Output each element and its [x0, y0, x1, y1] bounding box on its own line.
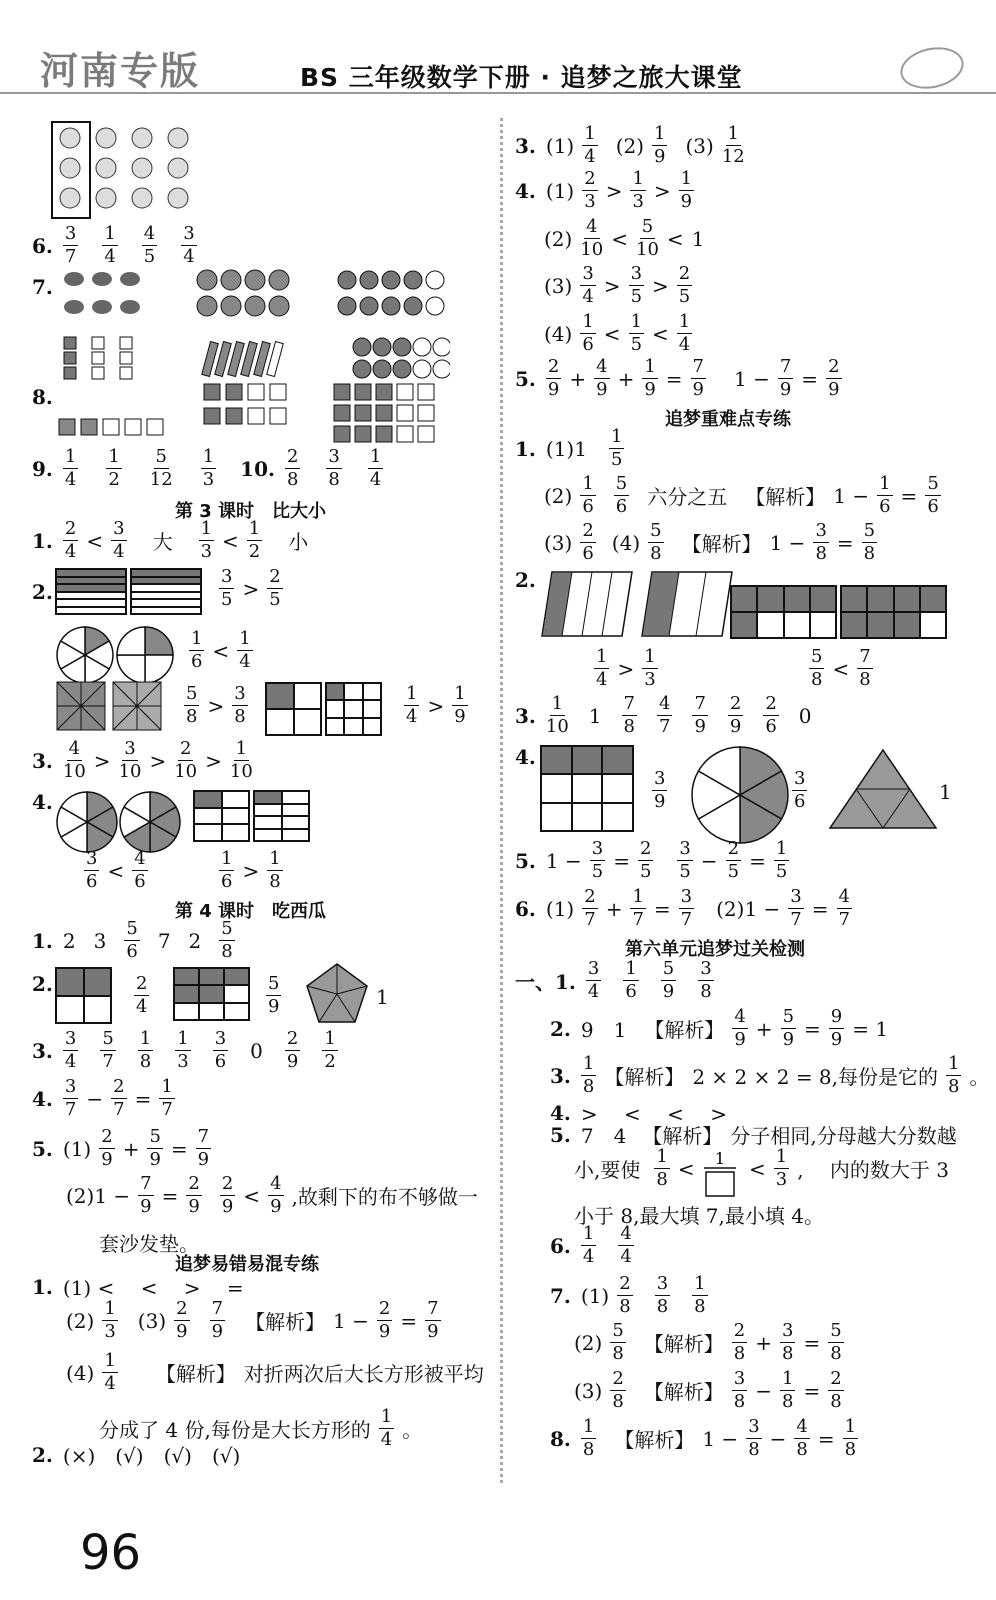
mix-practice-title: 追梦易错易混专练 — [175, 1254, 319, 1275]
r-k5-row: 5. 1 − $\frac{3}{5}$ = $\frac{2}{5}$ 3 5 − $\frac{2}{5}$ = $\frac{1}{5}$ — [515, 838, 788, 882]
fraction: 2 9 — [547, 356, 560, 400]
fraction: 1 2 — [108, 446, 120, 490]
fraction: 4 9 — [270, 1173, 282, 1217]
r-k4-label: 4. — [515, 745, 536, 769]
fraction: 3 5 — [630, 263, 643, 307]
fraction: 1 8 — [139, 1028, 152, 1072]
fraction: $\frac{1}{7}$ — [161, 1076, 173, 1120]
fraction: 3 8 — [656, 1273, 669, 1317]
fraction: $\frac{5}{9}$ — [149, 1126, 161, 1170]
r-u5-row2b: < 1 3 , 内的数大于 3 — [749, 1146, 950, 1190]
m1c-row: (4) 1 4 【解析】 对折两次后大长方形被平均 — [66, 1350, 484, 1394]
fraction: 3 5 — [221, 566, 233, 610]
s4q5b-row2: 套沙发垫。 — [99, 1232, 199, 1256]
pentagon-shape — [305, 962, 370, 1028]
fraction: $\frac{3}{7}$ — [680, 886, 693, 930]
page-number: 96 — [80, 1525, 142, 1581]
fraction: 1 8 — [269, 848, 281, 892]
fraction: 1 3 — [775, 1146, 788, 1190]
r-k2-c2: 5 8 < 7 8 — [811, 646, 871, 690]
fraction: 1 2 — [324, 1028, 336, 1072]
squares-2x4 — [200, 380, 300, 444]
fraction: 1 4 — [584, 123, 596, 167]
grid-3x3 — [325, 682, 382, 736]
parallelograms — [540, 570, 740, 644]
m2-row: 2. (×) (√) (√) (√) — [32, 1442, 241, 1468]
fraction: 3 8 — [234, 683, 246, 727]
fraction: 1 5 — [630, 311, 643, 355]
fraction: 1 6 — [625, 958, 637, 1002]
fraction: $\frac{3}{8}$ — [815, 520, 827, 564]
fraction: 3 4 — [64, 1028, 77, 1072]
unit-test-title: 第六单元追梦过关检测 — [625, 939, 805, 960]
s4q2-v: 1 — [376, 985, 389, 1009]
r-u5-row: 5. 7 4 【解析】 分子相同,分母越大分数越 — [550, 1122, 957, 1148]
lesson3-title: 第 3 课时 比大小 — [175, 501, 327, 522]
r-u7b-row: (2) 5 8 【解析】 2 8 + $\frac{3}{8}$ = $\frac{5}{8}$ — [574, 1320, 842, 1364]
grid-3x3-k4 — [540, 745, 634, 832]
r-q4-r3: (3) 3 4 > 3 5 > 2 5 — [544, 263, 691, 307]
fraction: 2 4 — [136, 973, 148, 1017]
fraction: $\frac{1}{8}$ — [782, 1368, 794, 1412]
r-k2-c1: 1 4 > 1 3 — [596, 646, 656, 690]
fraction: 4 9 — [734, 1006, 746, 1050]
fraction: 2 6 — [582, 520, 594, 564]
fraction: 4 4 — [620, 1223, 632, 1267]
fraction: 1 3 — [644, 646, 656, 690]
fraction: 3 6 — [794, 768, 806, 812]
fraction: $\frac{2}{8}$ — [830, 1368, 842, 1412]
fraction: 3 8 — [328, 446, 340, 490]
fraction: 5 6 — [126, 918, 138, 962]
fraction: 1 8 — [694, 1273, 706, 1317]
fraction: 7 9 — [694, 693, 706, 737]
fraction: 1 12 — [721, 123, 745, 167]
s4q1-row: 1. 2 3 5 6 7 2 5 8 — [32, 918, 233, 962]
r-k1a-row: 1. (1)1 1 5 — [515, 426, 623, 470]
fraction: 1 4 — [596, 646, 608, 690]
fraction: 2 10 — [174, 738, 198, 782]
fraction: 2 8 — [612, 1368, 624, 1412]
r-u7c-row: (3) 2 8 【解析】 3 8 − $\frac{1}{8}$ = $\frac{2}{8}$ — [574, 1368, 842, 1412]
fraction: 5 9 — [268, 973, 280, 1017]
r-k4-v: 1 — [939, 780, 952, 804]
svg-text:1: 1 — [714, 1149, 726, 1168]
r-u5-row2a: 小,要使 1 8 < — [574, 1146, 695, 1190]
fraction: 7 9 — [211, 1298, 224, 1342]
fraction: 2 9 — [729, 693, 742, 737]
fraction: 5 8 — [811, 646, 823, 690]
fraction: 1 8 — [656, 1146, 668, 1190]
fraction: $\frac{1}{8}$ — [844, 1416, 857, 1460]
fraction: 1 8 — [582, 1416, 595, 1460]
s3q2-label: 2. — [32, 580, 53, 604]
fraction: 1 4 — [678, 311, 691, 355]
fraction: 1 4 — [104, 223, 116, 267]
grid-2x2-half — [55, 967, 112, 1024]
fraction: $\frac{7}{9}$ — [140, 1173, 152, 1217]
fraction: 2 3 — [584, 168, 596, 212]
fraction: $\frac{5}{6}$ — [927, 473, 939, 517]
fraction: 1 4 — [369, 446, 382, 490]
r-k3-row: 3. 1 10 1 7 8 4 7 7 9 2 9 2 6 0 — [515, 693, 812, 737]
s3q2-c4: 1 4 > 1 9 — [406, 683, 466, 727]
r-k1c-row: (3) 2 6 (4) 5 8 【解析】 1 − $\frac{3}{8}$ = $\frac{5}{8}$ — [544, 520, 876, 564]
circle-k4 — [690, 745, 790, 849]
s4q2-f1 — [130, 975, 153, 1016]
s4q2-f2 — [262, 975, 285, 1016]
striped-rect-2 — [130, 568, 202, 615]
fraction: $\frac{4}{7}$ — [838, 886, 850, 930]
fraction: 2 5 — [269, 566, 281, 610]
fraction: 5 8 — [612, 1320, 624, 1364]
fraction: $\frac{5}{8}$ — [863, 520, 876, 564]
fraction: 1 4 — [582, 1223, 595, 1267]
fraction: 1 6 — [221, 848, 233, 892]
fraction: $\frac{1}{5}$ — [775, 838, 788, 882]
fraction: 1 3 — [177, 1028, 189, 1072]
fraction: $\frac{3}{8}$ — [782, 1320, 794, 1364]
header-rule — [0, 92, 996, 94]
q9-q10-row: 9. 1 4 1 2 5 12 1 3 10. 2 8 3 8 1 4 — [32, 446, 382, 490]
r-k4-a — [648, 770, 671, 811]
fraction: 2 9 — [101, 1126, 113, 1170]
apple-pictures — [335, 268, 455, 322]
fraction: 1 4 — [406, 683, 418, 727]
fraction: 1 4 — [380, 1406, 393, 1450]
fraction: 1 3 — [104, 1298, 116, 1342]
fraction: 4 5 — [143, 223, 156, 267]
fraction: 5 12 — [149, 446, 173, 490]
fraction: 3 4 — [582, 263, 594, 307]
s3q2-c1: 3 5 > 2 5 — [221, 566, 281, 610]
star-squares — [55, 680, 165, 739]
fraction: $\frac{7}{9}$ — [692, 356, 704, 400]
fraction: 2 9 — [286, 1028, 299, 1072]
s3q1-row: 1. 2 4 < 3 4 大 1 3 < 1 2 小 — [32, 518, 309, 562]
fraction: 7 8 — [623, 693, 635, 737]
key-practice-title: 追梦重难点专练 — [665, 409, 791, 430]
r-k2-label: 2. — [515, 568, 536, 592]
fraction: $\frac{1}{9}$ — [644, 356, 656, 400]
book-title: BS 三年级数学下册 · 追梦之旅大课堂 — [300, 63, 743, 92]
triangle-shape — [828, 748, 938, 834]
fraction: 2 9 — [221, 1173, 234, 1217]
fraction: 3 4 — [587, 958, 600, 1002]
fraction: 5 8 — [186, 683, 198, 727]
fraction: $\frac{3}{5}$ — [591, 838, 604, 882]
grid-2x4 — [253, 790, 310, 842]
fraction: 1 10 — [545, 693, 569, 737]
fraction: 2 4 — [64, 518, 77, 562]
grid-3x3-five — [173, 967, 250, 1021]
fraction: $\frac{7}{9}$ — [197, 1126, 210, 1170]
fraction: 1 4 — [64, 446, 77, 490]
fraction: 5 8 — [221, 918, 233, 962]
fraction: $\frac{2}{5}$ — [639, 838, 652, 882]
r-q3-row: 3. (1) 1 4 (2) 1 9 (3) 1 12 — [515, 123, 745, 167]
s4q4-row: 4. 3 7 − $\frac{2}{7}$ = $\frac{1}{7}$ — [32, 1076, 173, 1120]
animal-pictures — [50, 120, 200, 224]
fraction: 3 6 — [86, 848, 98, 892]
r-q5-row: 5. 2 9 + $\frac{4}{9}$ + $\frac{1}{9}$ = $\frac{7}{9}$ 1 − $\frac{7}{9}$ = $\frac{2}{9}$ — [515, 356, 840, 400]
fraction: 1 4 — [239, 628, 251, 672]
fraction: 1 4 — [104, 1350, 116, 1394]
bird-pictures — [60, 265, 150, 329]
fraction: $\frac{4}{9}$ — [596, 356, 608, 400]
r-u5-row3: 小于 8,最大填 7,最小填 4。 — [574, 1204, 824, 1228]
fraction: 3 4 — [113, 518, 125, 562]
fraction: 1 9 — [654, 123, 666, 167]
s3q4-c1: 3 6 < 4 6 — [86, 848, 146, 892]
fraction: $\frac{2}{9}$ — [188, 1173, 200, 1217]
blank-fraction-box — [700, 1148, 740, 1202]
lesson4-title: 第 4 课时 吃西瓜 — [175, 901, 327, 922]
edition-label: 河南专版 — [40, 49, 201, 93]
s3q4-c2: 1 6 > 1 8 — [221, 848, 281, 892]
fraction: $\frac{4}{8}$ — [796, 1416, 808, 1460]
fraction: 3 6 — [214, 1028, 227, 1072]
m1b-row: (2) 1 3 (3) 2 9 7 9 【解析】 1 − $\frac{2}{9}$ = $\frac{7}{9}$ — [66, 1298, 439, 1342]
fraction: 3 8 — [733, 1368, 746, 1412]
s3q2-c2: 1 6 < 1 4 — [191, 628, 251, 672]
fraction: $\frac{7}{9}$ — [427, 1298, 439, 1342]
fraction: 1 3 — [202, 446, 215, 490]
s3q4-label: 4. — [32, 790, 53, 814]
fraction: 1 6 — [582, 473, 594, 517]
fraction: 1 10 — [229, 738, 253, 782]
fraction: 2 8 — [619, 1273, 631, 1317]
s3q2-c3: 5 8 > 3 8 — [186, 683, 246, 727]
fraction: 3 9 — [654, 768, 666, 812]
fraction: 1 6 — [191, 628, 203, 672]
fraction: 2 9 — [176, 1298, 188, 1342]
q6-row: 6. 3 7 1 4 4 5 3 4 — [32, 223, 195, 267]
fraction: 1 8 — [948, 1053, 960, 1097]
r-k4-b — [788, 770, 811, 811]
fraction: 5 6 — [615, 473, 628, 517]
fraction: 2 7 — [584, 886, 596, 930]
fraction: $\frac{3}{8}$ — [748, 1416, 760, 1460]
fraction: 4 7 — [658, 693, 671, 737]
fraction: 1 9 — [454, 683, 466, 727]
q7-label: 7. — [32, 275, 53, 299]
fraction: 5 8 — [650, 520, 662, 564]
fraction: 4 10 — [580, 216, 604, 260]
fraction: 5 9 — [662, 958, 675, 1002]
r-u1-row: 一、1. 3 4 1 6 5 9 3 8 — [515, 958, 712, 1002]
circle-5 — [118, 790, 182, 858]
r-k1b-row: (2) 1 6 5 6 六分之五 【解析】 1 − $\frac{1}{6}$ = $\frac{5}{6}$ — [544, 473, 939, 517]
squares-3x3 — [60, 335, 150, 389]
m1d-row: 分成了 4 份,每份是大长方形的 1 4 。 — [99, 1406, 423, 1450]
fraction: $\frac{5}{9}$ — [782, 1006, 795, 1050]
fraction: $\frac{1}{6}$ — [879, 473, 891, 517]
fraction: 7 8 — [859, 646, 871, 690]
fraction: $\frac{2}{9}$ — [828, 356, 840, 400]
sticks — [200, 340, 290, 384]
fraction: 5 10 — [636, 216, 659, 260]
s4q5a-row: 5. (1) 2 9 + $\frac{5}{9}$ = $\frac{7}{9}$ — [32, 1126, 210, 1170]
fraction: 3 5 — [679, 838, 691, 882]
fraction: $\frac{3}{7}$ — [790, 886, 802, 930]
r-u7a-row: 7. (1) 2 8 3 8 1 8 — [550, 1273, 706, 1317]
fraction: $\frac{9}{9}$ — [830, 1006, 843, 1050]
fraction: 1 5 — [610, 426, 623, 470]
fraction: 5 7 — [102, 1028, 114, 1072]
s3q3-row: 3. 4 10 > 3 10 > 2 10 > 1 10 — [32, 738, 253, 782]
fraction: $\frac{1}{7}$ — [632, 886, 644, 930]
s4q5b-row: (2)1 − $\frac{7}{9}$ = $\frac{2}{9}$ 2 9 < 4 9 ,故剩下的布不够做一 — [66, 1173, 478, 1217]
fraction: 3 7 — [64, 1076, 77, 1120]
fraction: $\frac{2}{7}$ — [113, 1076, 125, 1120]
fraction: $\frac{2}{5}$ — [727, 838, 740, 882]
s4q3-row: 3. 3 4 5 7 1 8 1 3 3 6 0 2 9 1 2 — [32, 1028, 336, 1072]
r-k6-row: 6. (1) 2 7 + $\frac{1}{7}$ = $\frac{3}{7}$ (2)1 − $\frac{3}{7}$ = $\frac{4}{7}$ — [515, 886, 850, 930]
fraction: 3 7 — [64, 223, 77, 267]
fraction: $\frac{2}{9}$ — [378, 1298, 391, 1342]
m1a-row: 1. (1) < < > = — [32, 1274, 244, 1300]
fraction: 1 2 — [248, 518, 261, 562]
ball-pictures — [195, 268, 295, 322]
s4q2-label: 2. — [32, 972, 53, 996]
r-q4-r4: (4) 1 6 < 1 5 < 1 4 — [544, 311, 691, 355]
r-q4-r2: (2) 4 10 < 5 10 < 1 — [544, 216, 705, 260]
grid-2x4-a — [730, 585, 837, 639]
fraction: 3 4 — [183, 223, 195, 267]
fraction: 1 8 — [582, 1053, 595, 1097]
fraction: 4 10 — [62, 738, 86, 782]
grid-2x3 — [193, 790, 250, 842]
r-u4-row: 4. > < < > — [550, 1100, 727, 1126]
fraction: 2 8 — [733, 1320, 746, 1364]
fraction: $\frac{7}{9}$ — [779, 356, 792, 400]
striped-rect-1 — [55, 568, 127, 615]
fraction: 2 6 — [765, 693, 777, 737]
grid-2x4-b — [840, 585, 947, 639]
fraction: 1 6 — [582, 311, 594, 355]
fraction: $\frac{5}{8}$ — [830, 1320, 842, 1364]
r-u2-row: 2. 9 1 【解析】 4 9 + $\frac{5}{9}$ = $\frac{9}{9}$ = 1 — [550, 1006, 889, 1050]
fraction: 3 8 — [700, 958, 712, 1002]
fraction: 2 8 — [286, 446, 299, 490]
fraction: 3 10 — [118, 738, 142, 782]
r-u6-row: 6. 1 4 4 4 — [550, 1223, 632, 1267]
r-u3-row: 3. 1 8 【解析】 2 × 2 × 2 = 8,每份是它的 1 8 。 — [550, 1053, 990, 1097]
squares-row — [55, 415, 175, 444]
squares-3x5 — [330, 380, 440, 454]
fraction: 2 5 — [678, 263, 691, 307]
r-q4-r1: 4. (1) 2 3 > 1 3 > 1 9 — [515, 168, 693, 212]
r-u8-row: 8. 1 8 【解析】 1 − $\frac{3}{8}$ − $\frac{4}{8}$ = $\frac{1}{8}$ — [550, 1416, 857, 1460]
fraction: 1 3 — [200, 518, 213, 562]
q8-label: 8. — [32, 385, 53, 409]
column-divider — [500, 118, 503, 1483]
fraction: 4 6 — [134, 848, 146, 892]
fraction: 1 3 — [632, 168, 644, 212]
logo-icon — [897, 42, 968, 94]
grid-2x2 — [265, 682, 322, 736]
fraction: 1 9 — [680, 168, 693, 212]
